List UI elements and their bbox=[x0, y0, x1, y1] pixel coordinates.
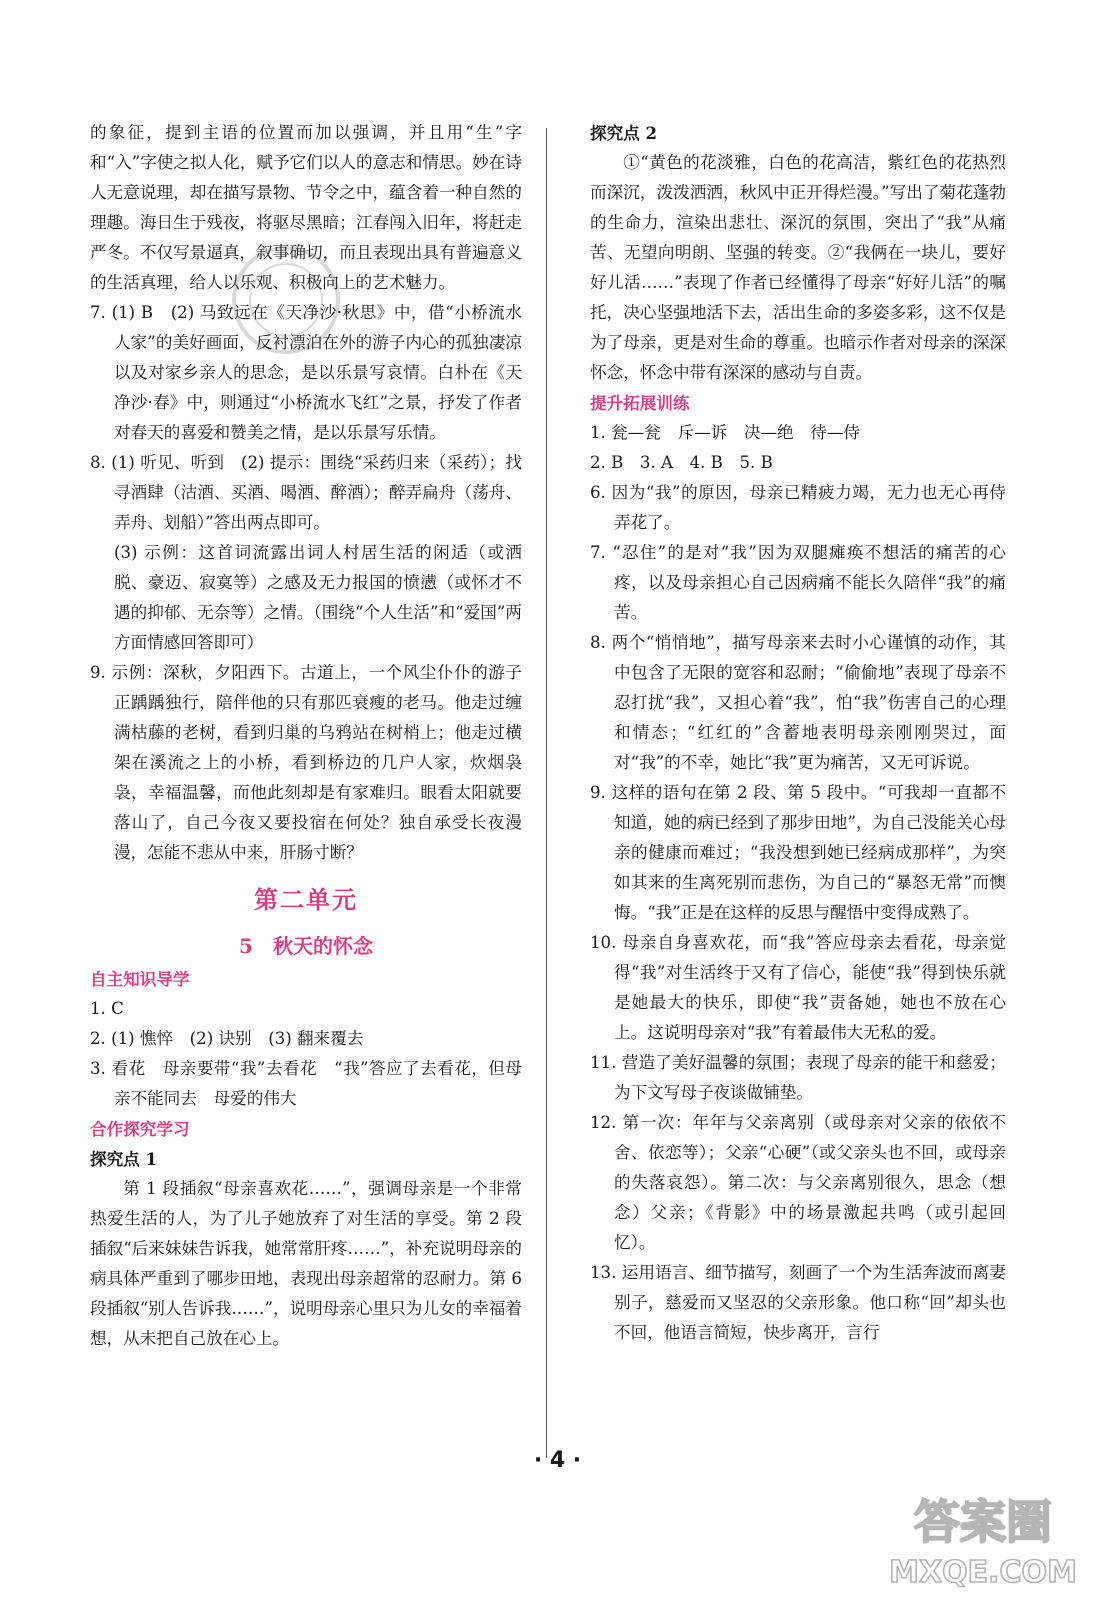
probe-point-2-text: ①“黄色的花淡雅，白色的花高洁，紫红色的花热烈而深沉，泼泼洒洒，秋风中正开得烂漫。”写出了菊花蓬勃的生命力，渲染出悲壮、深沉的氛围，突出了“我”从痛苦、无望向明朗、坚强的转变。②“我俩在一块儿，要好好儿活……”表现了作者已经懂得了母亲“好好儿活”的嘱托，决心坚强地活下去，活出生命的多姿多彩，这不仅是为了母亲，更是对生命的尊重。也暗示作者对母亲的深深怀念，怀念中带有深深的感动与自责。 bbox=[590, 153, 1006, 382]
self-study-answer-2: 2. (1) 憔悴 (2) 诀别 (3) 翻来覆去 bbox=[90, 1029, 364, 1048]
faint-stamp-mark bbox=[226, 240, 346, 360]
extension-answer-11: 11. 营造了美好温馨的氛围；表现了母亲的能干和慈爱；为下文写母子夜谈做铺垫。 bbox=[590, 1053, 1006, 1102]
extension-answer-12: 12. 第一次：年年与父亲离别（或母亲对父亲的依依不舍、依恋等）；父亲“心硬”（或父亲头也不回，或母亲的失落哀怨）。第二次：与父亲离别很久，思念（想念）父亲；《背影》中的场景激起共鸣（或引起回忆）。 bbox=[590, 1113, 1006, 1252]
extension-answer-10: 10. 母亲自身喜欢花，而“我”答应母亲去看花，母亲觉得“我”对生活终于又有了信心，能使“我”得到快乐就是她最大的快乐，即使“我”责备她，她也不放在心上。这说明母亲对“我”有着最伟大无私的爱。 bbox=[590, 933, 1006, 1042]
section-heading-self-study: 自主知识导学 bbox=[90, 969, 190, 989]
unit-title: 第二单元 bbox=[254, 885, 358, 914]
q9-answer: 9. 示例：深秋，夕阳西下。古道上，一个风尘仆仆的游子正踽踽独行，陪伴他的只有那匹衰瘦的老马。他走过缠满枯藤的老树，看到归巢的乌鸦站在树梢上；他走过横架在溪流之上的小桥，看到桥边的几户人家，炊烟袅袅，幸福温馨，而他此刻却是有家难归。眼看太阳就要落山了，自己今夜又要投宿在何处？独自承受长夜漫漫，怎能不悲从中来，肝肠寸断？ bbox=[90, 663, 522, 862]
section-heading-cooperative: 合作探究学习 bbox=[90, 1119, 190, 1139]
self-study-answer-1: 1. C bbox=[90, 999, 124, 1018]
extension-answer-9: 9. 这样的语句在第 2 段、第 5 段中。“可我却一直都不知道，她的病已经到了那步田地”，为自己没能关心母亲的健康而难过；“我没想到她已经病成那样”，为突如其来的生离死别而悲伤，为自己的“暴怒无常”而懊悔。“我”正是在这样的反思与醒悟中变得成熟了。 bbox=[590, 783, 1006, 922]
self-study-answer-3: 3. 看花 母亲要带“我”去看花 “我”答应了去看花，但母亲不能同去 母爱的伟大 bbox=[90, 1059, 522, 1108]
site-watermark-logo bbox=[872, 1488, 1094, 1592]
extension-answer-6: 6. 因为“我”的原因，母亲已精疲力竭，无力也无心再侍弄花了。 bbox=[590, 483, 1006, 532]
section-heading-extension: 提升拓展训练 bbox=[590, 393, 690, 413]
page-number: · 4 · bbox=[533, 1448, 582, 1473]
extension-answer-8: 8. 两个“悄悄地”，描写母亲来去时小心谨慎的动作，其中包含了无限的宽容和忍耐；“偷偷地”表现了母亲不忍打扰“我”，又担心着“我”，怕“我”伤害自己的心理和情态；“红红的”含蓄地表明母亲刚刚哭过，面对“我”的不幸，她比“我”更为痛苦，又无可诉说。 bbox=[590, 633, 1006, 772]
column-divider bbox=[546, 128, 547, 1458]
probe-point-2-heading: 探究点 2 bbox=[590, 123, 658, 143]
q7-answer: 7. (1) B (2) 马致远在《天净沙·秋思》中，借“小桥流水人家”的美好画面，反衬漂泊在外的游子内心的孤独凄凉以及对家乡亲人的思念，是以乐景写哀情。白朴在《天净沙·春》中，则通过“小桥流水飞红”之景，抒发了作者对春天的喜爱和赞美之情，是以乐景写乐情。 bbox=[90, 303, 522, 442]
extension-answer-7: 7. “忍住”的是对“我”因为双腿瘫痪不想活的痛苦的心疼，以及母亲担心自己因病痛不能长久陪伴“我”的痛苦。 bbox=[590, 543, 1006, 622]
right-column bbox=[590, 118, 1006, 1348]
extension-answer-2-5: 2. B 3. A 4. B 5. B bbox=[590, 453, 773, 472]
extension-answer-13: 13. 运用语言、细节描写，刻画了一个为生活奔波而离妻别子，慈爱而又坚忍的父亲形象。他口称“回”却头也不回，他语言简短，快步离开，言行 bbox=[590, 1263, 1006, 1342]
q8-answer-part3: (3) 示例：这首词流露出词人村居生活的闲适（或洒脱、豪迈、寂寞等）之感及无力报国的愤懑（或怀才不遇的抑郁、无奈等）之情。（围绕“个人生活”和“爱国”两方面情感回答即可） bbox=[114, 543, 522, 652]
probe-point-1-text: 第 1 段插叙“母亲喜欢花……”，强调母亲是一个非常热爱生活的人，为了儿子她放弃了对生活的享受。第 2 段插叙“后来妹妹告诉我，她常常肝疼……”，补充说明母亲的病具体严重到了哪步田地，表现出母亲超常的忍耐力。第 6 段插叙“别人告诉我……”，说明母亲心里只为儿女的幸福着想，从未把自己放在心上。 bbox=[90, 1179, 522, 1348]
lesson-title: 5 秋天的怀念 bbox=[239, 934, 373, 958]
watermark-chinese-text: 答案圈 bbox=[914, 1495, 1052, 1549]
watermark-url-text: MXQE.COM bbox=[889, 1555, 1077, 1590]
q6-continuation: 的象征，提到主语的位置而加以强调，并且用“生”字和“入”字使之拟人化，赋予它们以人的意志和情思。妙在诗人无意说理，却在描写景物、节令之中，蕴含着一种自然的理趣。海日生于残夜，将驱尽黑暗；江春闯入旧年，将赶走严冬。不仅写景逼真，叙事确切，而且表现出具有普遍意义的生活真理，给人以乐观、积极向上的艺术魅力。 bbox=[90, 123, 522, 292]
q8-answer-part1: 8. (1) 听见、听到 (2) 提示：围绕“采药归来（采药）；找寻酒肆（沽酒、买酒、喝酒、醉酒）；醉弄扁舟（荡舟、弄舟、划船）”答出两点即可。 bbox=[90, 453, 522, 532]
probe-point-1-heading: 探究点 1 bbox=[90, 1149, 158, 1169]
extension-answer-1: 1. 瓮—瓮 斥—诉 决—绝 待—侍 bbox=[590, 423, 861, 442]
